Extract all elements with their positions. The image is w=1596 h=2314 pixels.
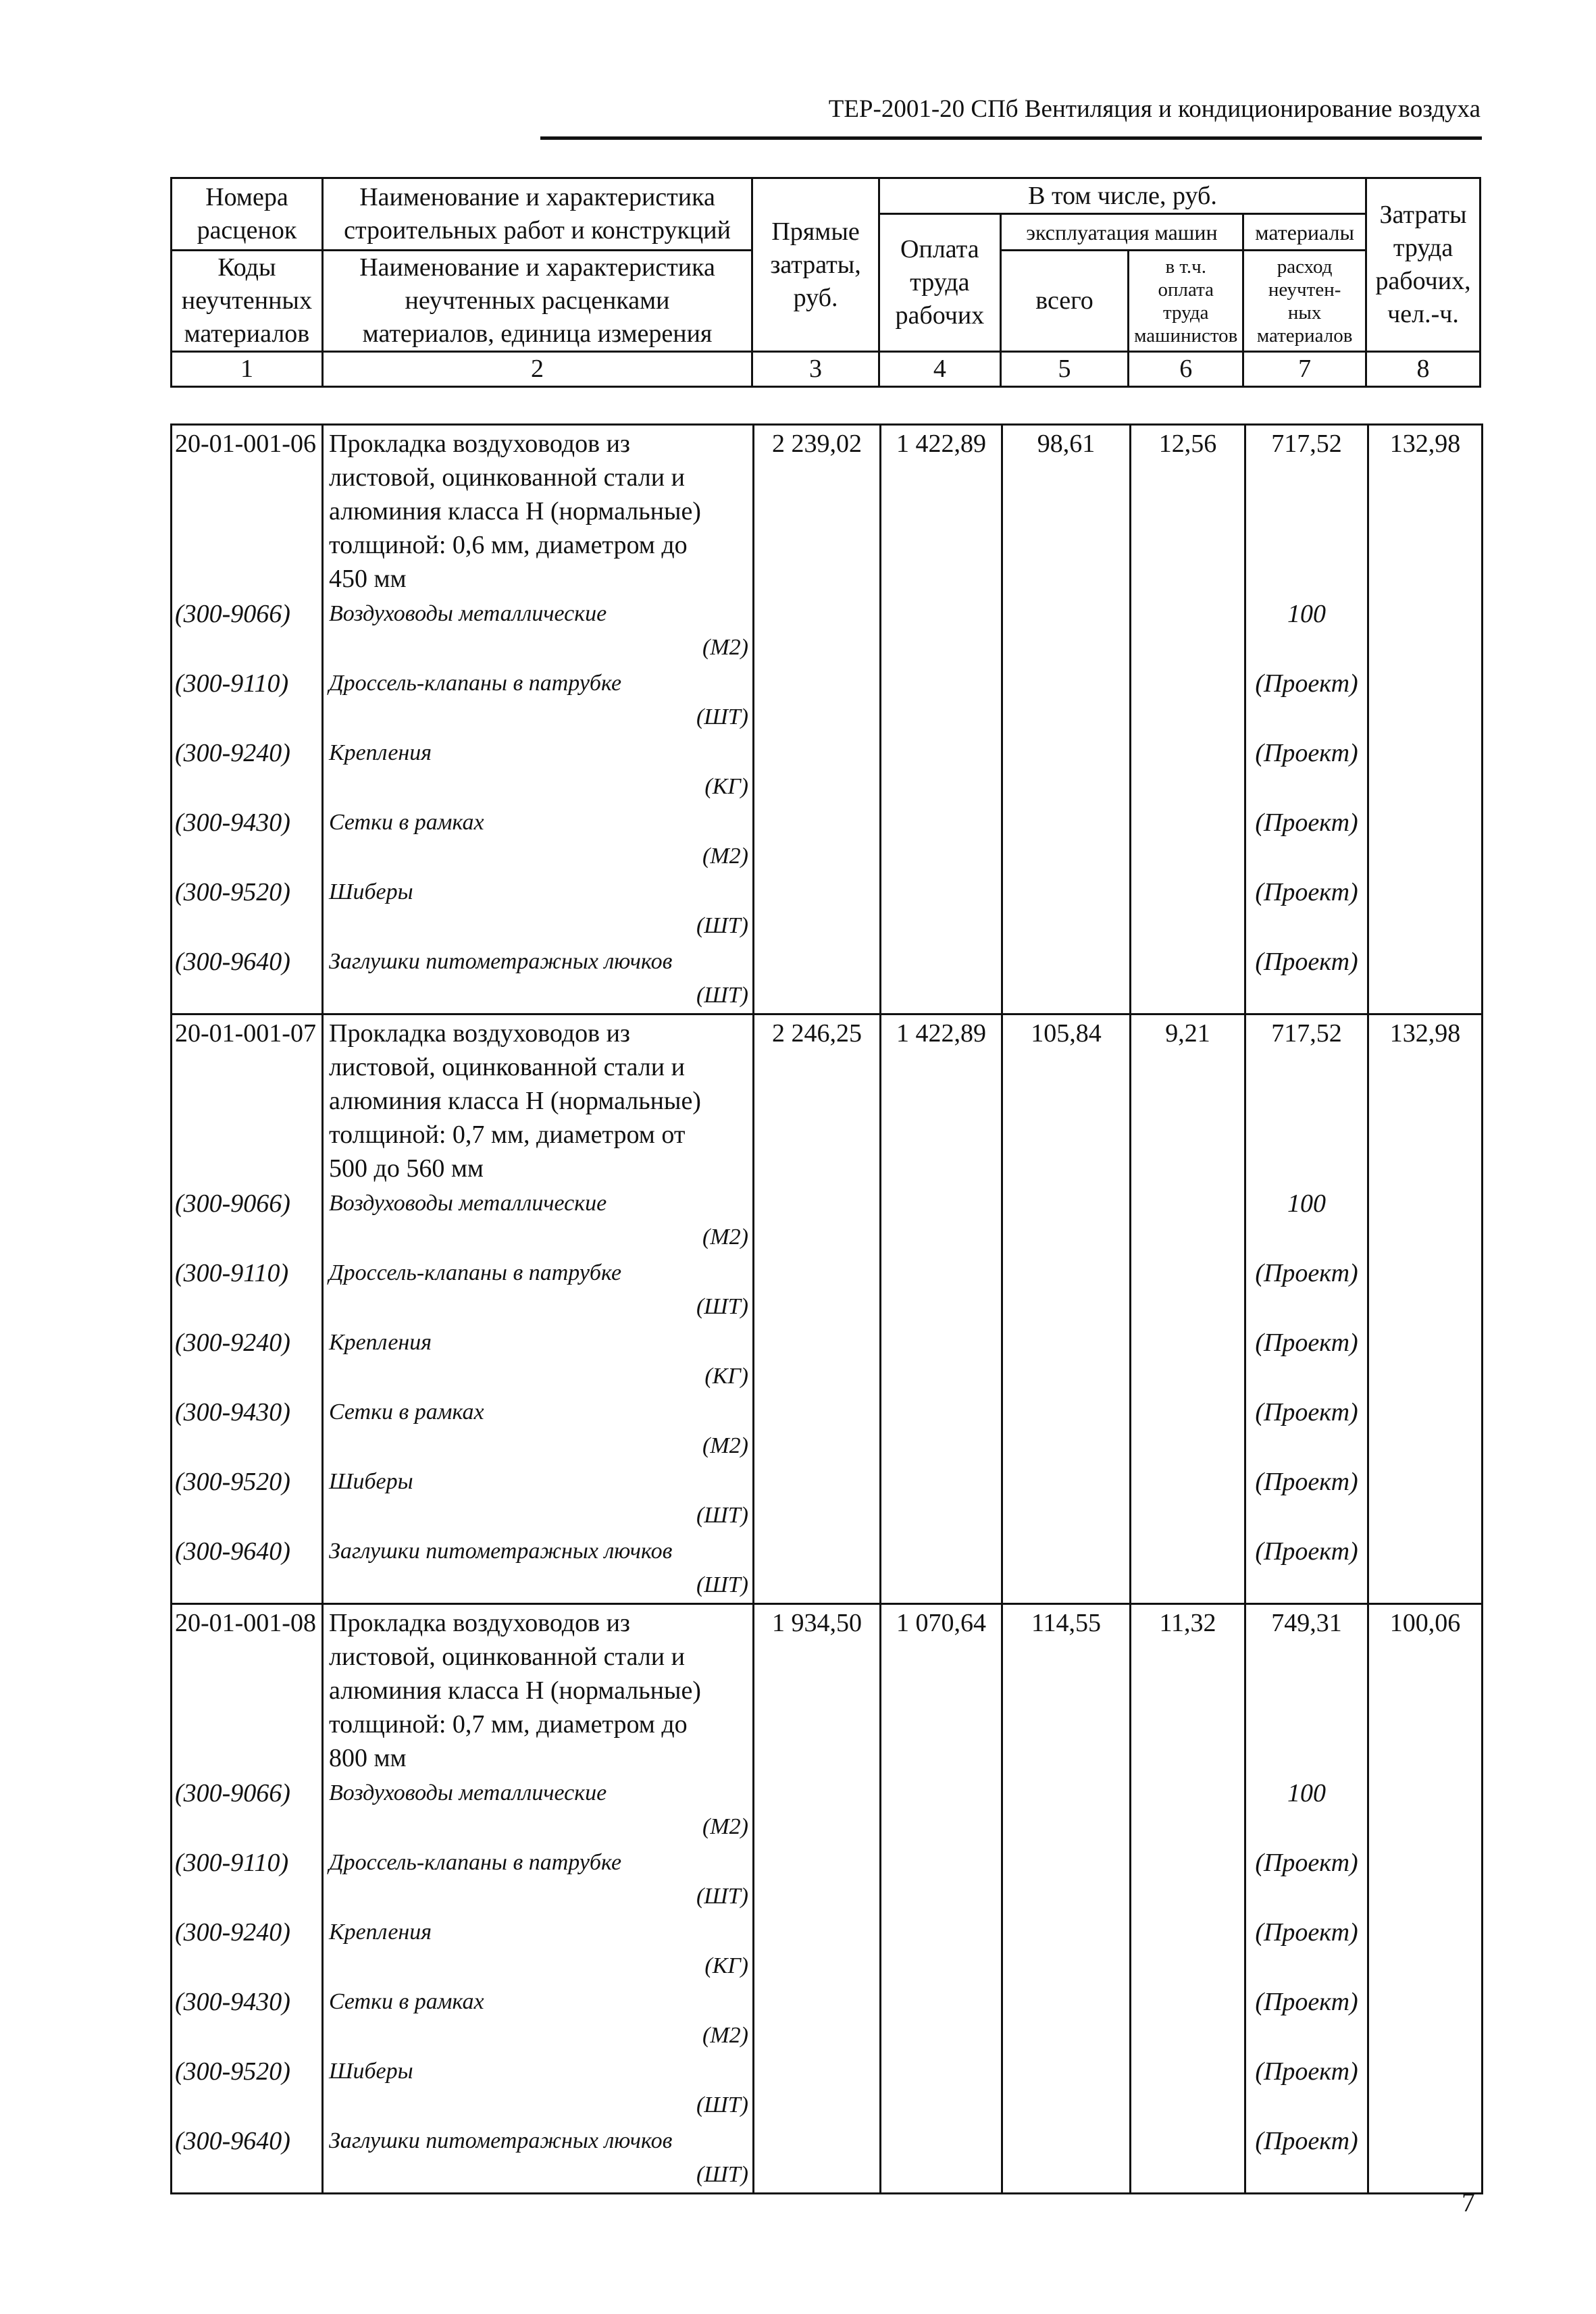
material-quantity-text: (Проект) (1255, 948, 1358, 976)
material-code-text: (300-9430) (175, 1398, 290, 1426)
empty-cell (754, 804, 881, 874)
material-quantity (1245, 874, 1368, 944)
empty-cell (754, 1775, 881, 1845)
empty-cell (881, 1255, 1002, 1325)
running-head: ТЕР-2001-20 СПб Вентиляция и кондиционирование воздуха (828, 95, 1481, 123)
material-quantity (1245, 1533, 1368, 1604)
material-row (172, 1185, 1483, 1255)
material-row (172, 2123, 1483, 2194)
material-name (323, 1914, 754, 1984)
material-unit: (ШТ) (696, 704, 748, 729)
hdr-operator-pay: в т.ч. оплата труда машинистов (1129, 251, 1243, 352)
empty-cell (754, 944, 881, 1014)
material-name-text: Воздуховоды металлические (329, 1191, 607, 1216)
empty-cell (881, 1325, 1002, 1394)
machines-total: 105,84 (1002, 1014, 1131, 1186)
empty-cell (881, 596, 1002, 665)
material-name-text: Дроссель-клапаны в патрубке (329, 671, 622, 696)
empty-cell (881, 1775, 1002, 1845)
material-code (172, 944, 323, 1014)
empty-cell (1131, 2123, 1245, 2194)
empty-cell (881, 804, 1002, 874)
material-name-text: Сетки в рамках (329, 1989, 484, 2014)
material-code-text: (300-9240) (175, 1918, 290, 1947)
material-code (172, 596, 323, 665)
empty-cell (754, 874, 881, 944)
material-code (172, 1914, 323, 1984)
column-numbers-row: 1 2 3 4 5 6 7 8 (172, 352, 1481, 387)
rate-name-line: толщиной: 0,6 мм, диаметром до (329, 531, 688, 559)
empty-cell (881, 874, 1002, 944)
material-name (323, 1533, 754, 1604)
empty-cell (1131, 944, 1245, 1014)
material-quantity (1245, 1464, 1368, 1533)
material-name-text: Воздуховоды металлические (329, 1780, 607, 1805)
hdr-labor-hours: Затраты труда рабочих, чел.-ч. (1366, 178, 1481, 352)
empty-cell (1368, 1914, 1483, 1984)
empty-cell (1002, 1914, 1131, 1984)
page-number: 7 (1462, 2187, 1475, 2217)
empty-cell (1368, 665, 1483, 735)
empty-cell (1002, 1984, 1131, 2053)
material-name-text: Крепления (329, 1330, 432, 1355)
rate-name-line: алюминия класса Н (нормальные) (329, 1676, 701, 1705)
material-row (172, 1325, 1483, 1394)
machines-total: 98,61 (1002, 425, 1131, 596)
empty-cell (754, 596, 881, 665)
worker-pay: 1 422,89 (881, 1014, 1002, 1186)
empty-cell (1368, 1255, 1483, 1325)
empty-cell (754, 665, 881, 735)
empty-cell (754, 1464, 881, 1533)
hdr-material-codes: Коды неучтенных материалов (172, 251, 323, 352)
material-code (172, 1394, 323, 1464)
direct-costs: 1 934,50 (754, 1604, 881, 1776)
empty-cell (1002, 1533, 1131, 1604)
material-code-text: (300-9240) (175, 1329, 290, 1357)
labor-hours: 132,98 (1368, 425, 1483, 596)
material-code (172, 1984, 323, 2053)
empty-cell (881, 1845, 1002, 1914)
empty-cell (1131, 1914, 1245, 1984)
empty-cell (1368, 2053, 1483, 2123)
material-quantity-text: (Проект) (1255, 808, 1358, 837)
machines-total: 114,55 (1002, 1604, 1131, 1776)
empty-cell (881, 944, 1002, 1014)
material-quantity-text: (Проект) (1255, 2127, 1358, 2155)
rate-row (172, 425, 1483, 596)
material-unit: (ШТ) (696, 2162, 748, 2187)
material-quantity-text: (Проект) (1255, 1259, 1358, 1287)
material-row (172, 944, 1483, 1014)
material-name (323, 665, 754, 735)
empty-cell (1002, 1255, 1131, 1325)
empty-cell (1131, 1775, 1245, 1845)
empty-cell (1002, 944, 1131, 1014)
material-unit: (КГ) (704, 1953, 748, 1978)
rate-name-line: Прокладка воздуховодов из (329, 1019, 630, 1048)
material-name (323, 1325, 754, 1394)
rate-name-line: Прокладка воздуховодов из (329, 1609, 630, 1637)
empty-cell (881, 1914, 1002, 1984)
empty-cell (881, 1394, 1002, 1464)
material-name (323, 804, 754, 874)
material-quantity-text: (Проект) (1255, 878, 1358, 906)
operator-pay: 12,56 (1131, 425, 1245, 596)
material-quantity-text: (Проект) (1255, 739, 1358, 767)
material-code-text: (300-9110) (175, 1849, 289, 1877)
empty-cell (1002, 1185, 1131, 1255)
material-name (323, 1984, 754, 2053)
empty-cell (1131, 735, 1245, 804)
empty-cell (1002, 874, 1131, 944)
material-quantity-text: (Проект) (1255, 669, 1358, 698)
empty-cell (1002, 804, 1131, 874)
material-quantity (1245, 596, 1368, 665)
labor-hours: 132,98 (1368, 1014, 1483, 1186)
material-name-text: Шиберы (329, 1469, 413, 1494)
material-row (172, 1464, 1483, 1533)
empty-cell (1368, 1185, 1483, 1255)
empty-cell (1368, 596, 1483, 665)
material-quantity (1245, 2123, 1368, 2194)
empty-cell (754, 2123, 881, 2194)
empty-cell (1368, 804, 1483, 874)
material-name (323, 1394, 754, 1464)
material-unit: (ШТ) (696, 1294, 748, 1319)
hdr-machine-operation: эксплуатация машин (1000, 214, 1243, 251)
empty-cell (1131, 1325, 1245, 1394)
material-name (323, 735, 754, 804)
empty-cell (1368, 1845, 1483, 1914)
rate-name-line: толщиной: 0,7 мм, диаметром от (329, 1121, 686, 1149)
material-quantity-text: (Проект) (1255, 1329, 1358, 1357)
empty-cell (881, 1984, 1002, 2053)
empty-cell (1131, 1185, 1245, 1255)
material-name-text: Заглушки питометражных лючков (329, 2128, 673, 2153)
material-name (323, 874, 754, 944)
rate-name-line: листовой, оцинкованной стали и (329, 1053, 685, 1081)
hdr-materials: материалы (1243, 214, 1366, 251)
rate-name-line: алюминия класса Н (нормальные) (329, 497, 701, 525)
material-unit: (М2) (702, 844, 748, 869)
empty-cell (754, 1533, 881, 1604)
empty-cell (1131, 1464, 1245, 1533)
material-code-text: (300-9066) (175, 600, 290, 628)
empty-cell (881, 1185, 1002, 1255)
material-code (172, 874, 323, 944)
material-code-text: (300-9066) (175, 1779, 290, 1807)
material-quantity (1245, 1914, 1368, 1984)
materials-cost: 717,52 (1245, 425, 1368, 596)
material-code-text: (300-9520) (175, 878, 290, 906)
material-unit: (ШТ) (696, 1884, 748, 1909)
material-quantity-text: 100 (1287, 1779, 1326, 1807)
empty-cell (1131, 1533, 1245, 1604)
material-code (172, 1464, 323, 1533)
empty-cell (1368, 2123, 1483, 2194)
rate-name-line: 500 до 560 мм (329, 1154, 484, 1183)
empty-cell (1002, 2053, 1131, 2123)
material-code (172, 804, 323, 874)
empty-cell (754, 1394, 881, 1464)
material-row (172, 1984, 1483, 2053)
empty-cell (754, 1255, 881, 1325)
material-name-text: Заглушки питометражных лючков (329, 1539, 673, 1564)
rate-name-line: алюминия класса Н (нормальные) (329, 1087, 701, 1115)
hdr-material-names: Наименование и характеристика неучтенных расценками материалов, единица измерения (322, 251, 752, 352)
empty-cell (754, 735, 881, 804)
empty-cell (1002, 1325, 1131, 1394)
direct-costs: 2 239,02 (754, 425, 881, 596)
hdr-machines-total: всего (1000, 251, 1129, 352)
material-row (172, 665, 1483, 735)
labor-hours: 100,06 (1368, 1604, 1483, 1776)
material-code (172, 1255, 323, 1325)
material-name (323, 2123, 754, 2194)
rate-name (323, 1014, 754, 1186)
material-code-text: (300-9640) (175, 948, 290, 976)
rate-name (323, 425, 754, 596)
material-quantity (1245, 944, 1368, 1014)
material-row (172, 2053, 1483, 2123)
empty-cell (881, 1464, 1002, 1533)
material-quantity-text: (Проект) (1255, 1849, 1358, 1877)
materials-cost: 717,52 (1245, 1014, 1368, 1186)
material-code-text: (300-9520) (175, 1468, 290, 1496)
empty-cell (1002, 1845, 1131, 1914)
material-row (172, 1775, 1483, 1845)
material-quantity-text: (Проект) (1255, 1398, 1358, 1426)
empty-cell (1002, 596, 1131, 665)
material-name-text: Воздуховоды металлические (329, 601, 607, 626)
empty-cell (881, 1533, 1002, 1604)
material-code-text: (300-9640) (175, 2127, 290, 2155)
empty-cell (754, 1984, 881, 2053)
material-code (172, 1533, 323, 1604)
empty-cell (754, 2053, 881, 2123)
rate-name-line: 450 мм (329, 565, 407, 593)
empty-cell (1131, 596, 1245, 665)
material-code (172, 1325, 323, 1394)
material-name-text: Крепления (329, 740, 432, 765)
material-quantity-text: (Проект) (1255, 1468, 1358, 1496)
material-unit: (КГ) (704, 774, 748, 799)
material-code (172, 735, 323, 804)
empty-cell (881, 2123, 1002, 2194)
empty-cell (1131, 804, 1245, 874)
material-code (172, 1775, 323, 1845)
material-name (323, 1775, 754, 1845)
material-row (172, 804, 1483, 874)
hdr-unaccounted-materials: расход неучтен- ных материалов (1243, 251, 1366, 352)
empty-cell (1368, 1394, 1483, 1464)
material-code-text: (300-9066) (175, 1189, 290, 1218)
material-unit: (ШТ) (696, 983, 748, 1008)
material-unit: (М2) (702, 635, 748, 660)
material-name (323, 1185, 754, 1255)
empty-cell (1002, 1464, 1131, 1533)
material-code (172, 1185, 323, 1255)
material-name (323, 1464, 754, 1533)
material-quantity (1245, 1255, 1368, 1325)
empty-cell (754, 1325, 881, 1394)
rate-name (323, 1604, 754, 1776)
rate-name-line: листовой, оцинкованной стали и (329, 463, 685, 492)
material-row (172, 1394, 1483, 1464)
material-row (172, 1914, 1483, 1984)
material-quantity (1245, 2053, 1368, 2123)
rates-table (170, 423, 1483, 2194)
material-quantity (1245, 1984, 1368, 2053)
material-quantity-text: (Проект) (1255, 1918, 1358, 1947)
material-unit: (М2) (702, 1433, 748, 1458)
empty-cell (1131, 1984, 1245, 2053)
material-unit: (ШТ) (696, 1503, 748, 1528)
material-code-text: (300-9640) (175, 1537, 290, 1566)
empty-cell (1002, 1775, 1131, 1845)
material-row (172, 1845, 1483, 1914)
material-unit: (М2) (702, 1225, 748, 1250)
material-quantity-text: (Проект) (1255, 1988, 1358, 2016)
material-code-text: (300-9520) (175, 2057, 290, 2086)
material-unit: (М2) (702, 1814, 748, 1839)
header-rule (540, 136, 1482, 140)
operator-pay: 11,32 (1131, 1604, 1245, 1776)
empty-cell (881, 735, 1002, 804)
material-name-text: Шиберы (329, 2059, 413, 2084)
material-name-text: Заглушки питометражных лючков (329, 949, 673, 974)
hdr-direct-costs: Прямые затраты, руб. (752, 178, 879, 352)
rate-name-line: листовой, оцинкованной стали и (329, 1643, 685, 1671)
material-quantity-text: (Проект) (1255, 1537, 1358, 1566)
material-quantity (1245, 1325, 1368, 1394)
material-row (172, 596, 1483, 665)
empty-cell (1131, 1845, 1245, 1914)
material-quantity (1245, 1185, 1368, 1255)
material-code (172, 665, 323, 735)
material-name-text: Дроссель-клапаны в патрубке (329, 1850, 622, 1875)
empty-cell (1002, 665, 1131, 735)
material-quantity (1245, 1775, 1368, 1845)
material-quantity (1245, 1845, 1368, 1914)
material-quantity-text: 100 (1287, 1189, 1326, 1218)
table-header (170, 177, 1481, 388)
empty-cell (1131, 665, 1245, 735)
rate-code: 20-01-001-07 (172, 1014, 323, 1186)
material-quantity (1245, 735, 1368, 804)
material-quantity (1245, 1394, 1368, 1464)
rate-row (172, 1604, 1483, 1776)
empty-cell (881, 665, 1002, 735)
empty-cell (1368, 1775, 1483, 1845)
rate-code: 20-01-001-06 (172, 425, 323, 596)
empty-cell (1368, 874, 1483, 944)
material-unit: (ШТ) (696, 2092, 748, 2117)
rate-name-line: 800 мм (329, 1744, 407, 1772)
material-quantity-text: (Проект) (1255, 2057, 1358, 2086)
empty-cell (1131, 2053, 1245, 2123)
material-name-text: Шиберы (329, 879, 413, 904)
rate-code: 20-01-001-08 (172, 1604, 323, 1776)
material-row (172, 1255, 1483, 1325)
worker-pay: 1 070,64 (881, 1604, 1002, 1776)
material-code-text: (300-9240) (175, 739, 290, 767)
empty-cell (754, 1185, 881, 1255)
empty-cell (1131, 1394, 1245, 1464)
material-row (172, 874, 1483, 944)
material-unit: (ШТ) (696, 1572, 748, 1597)
material-name-text: Сетки в рамках (329, 1399, 484, 1424)
empty-cell (1368, 1325, 1483, 1394)
hdr-including-group: В том числе, руб. (879, 178, 1366, 214)
empty-cell (1368, 1533, 1483, 1604)
empty-cell (1131, 1255, 1245, 1325)
hdr-work-name: Наименование и характеристика строительных работ и конструкций (322, 178, 752, 251)
empty-cell (881, 2053, 1002, 2123)
empty-cell (1131, 874, 1245, 944)
material-name (323, 596, 754, 665)
empty-cell (1002, 735, 1131, 804)
material-name (323, 1845, 754, 1914)
material-code (172, 2123, 323, 2194)
material-name-text: Крепления (329, 1920, 432, 1945)
rate-name-line: толщиной: 0,7 мм, диаметром до (329, 1710, 688, 1739)
hdr-rate-numbers: Номера расценок (172, 178, 323, 251)
material-row (172, 1533, 1483, 1604)
material-quantity (1245, 804, 1368, 874)
material-code-text: (300-9430) (175, 1988, 290, 2016)
operator-pay: 9,21 (1131, 1014, 1245, 1186)
material-code (172, 2053, 323, 2123)
material-quantity-text: 100 (1287, 600, 1326, 628)
empty-cell (1002, 1394, 1131, 1464)
material-name (323, 1255, 754, 1325)
empty-cell (1368, 735, 1483, 804)
material-name (323, 944, 754, 1014)
rate-name-line: Прокладка воздуховодов из (329, 430, 630, 458)
material-unit: (ШТ) (696, 913, 748, 938)
hdr-worker-pay: Оплата труда рабочих (879, 214, 1000, 352)
empty-cell (1368, 1984, 1483, 2053)
empty-cell (754, 1845, 881, 1914)
material-name-text: Сетки в рамках (329, 810, 484, 835)
worker-pay: 1 422,89 (881, 425, 1002, 596)
materials-cost: 749,31 (1245, 1604, 1368, 1776)
material-unit: (КГ) (704, 1364, 748, 1389)
empty-cell (1368, 944, 1483, 1014)
material-code-text: (300-9110) (175, 669, 289, 698)
material-row (172, 735, 1483, 804)
material-quantity (1245, 665, 1368, 735)
empty-cell (1368, 1464, 1483, 1533)
empty-cell (754, 1914, 881, 1984)
empty-cell (1002, 2123, 1131, 2194)
direct-costs: 2 246,25 (754, 1014, 881, 1186)
material-name (323, 2053, 754, 2123)
material-code (172, 1845, 323, 1914)
material-code-text: (300-9430) (175, 808, 290, 837)
material-name-text: Дроссель-клапаны в патрубке (329, 1260, 622, 1285)
material-unit: (М2) (702, 2023, 748, 2048)
rate-row (172, 1014, 1483, 1186)
material-code-text: (300-9110) (175, 1259, 289, 1287)
